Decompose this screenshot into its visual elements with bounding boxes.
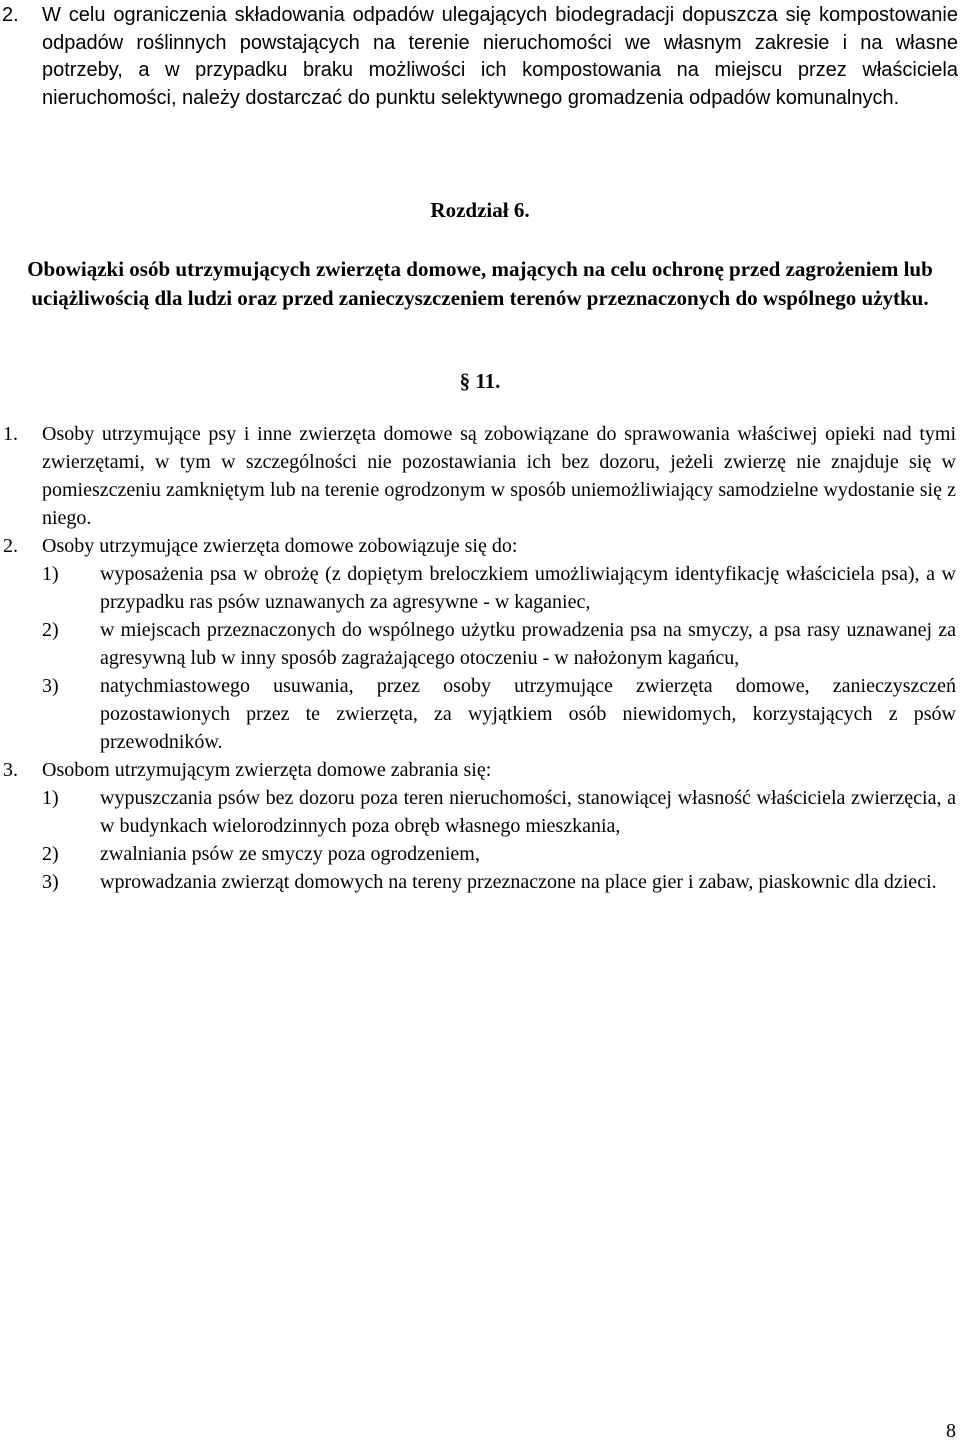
subpoint-item	[0, 672, 956, 756]
point-item	[0, 756, 956, 784]
subpoint-number: 3)	[42, 871, 59, 893]
point-item	[0, 532, 956, 560]
point-number: 2.	[3, 535, 18, 557]
point-number: 1.	[3, 423, 18, 445]
intro-text: W celu ograniczenia składowania odpadów ulegających biodegradacji dopuszcza się kompostowanie odpadów roślinnych powstających na terenie nieruchomości we własnym zakresie i na własne potrzeby, a w przypadku braku możliwości ich kompostowania na miejscu przez właściciela nieruchomości, należy dostarczać do punktu selektywnego gromadzenia odpadów komunalnych.	[42, 4, 958, 109]
subpoint-number: 2)	[42, 843, 59, 865]
subpoint-text: wypuszczania psów bez dozoru poza teren nieruchomości, stanowiącej własność właściciela zwierzęcia, a w budynkach wielorodzinnych poza obręb własnego mieszkania,	[100, 787, 956, 837]
point-text: Osoby utrzymujące zwierzęta domowe zobowiązuje się do:	[42, 535, 518, 557]
subpoint-number: 1)	[42, 563, 59, 585]
section-label: § 11.	[459, 369, 501, 393]
section-body	[0, 420, 956, 896]
subpoint-text: w miejscach przeznaczonych do wspólnego użytku prowadzenia psa na smyczy, a psa rasy uznawanej za agresywną lub w inny sposób zagrażającego otoczeniu - w nałożonym kagańcu,	[100, 619, 956, 669]
subpoint-number: 3)	[42, 675, 59, 697]
subpoint-number: 2)	[42, 619, 59, 641]
subpoint-text: wyposażenia psa w obrożę (z dopiętym breloczkiem umożliwiającym identyfikację właściciela psa), a w przypadku ras psów uznawanych za agresywne - w kaganiec,	[100, 563, 956, 613]
page-number: 8	[946, 1420, 956, 1442]
point-item	[0, 420, 956, 532]
point-text: Osobom utrzymującym zwierzęta domowe zabrania się:	[42, 759, 492, 781]
point-number: 3.	[3, 759, 18, 781]
subpoint-number: 1)	[42, 787, 59, 809]
subpoint-item	[0, 560, 956, 616]
subpoint-text: zwalniania psów ze smyczy poza ogrodzeniem,	[100, 843, 480, 865]
subpoint-item	[0, 840, 956, 868]
chapter-heading: Rozdział 6.	[430, 198, 530, 222]
intro-number: 2.	[2, 4, 19, 26]
subpoint-item	[0, 616, 956, 672]
point-text: Osoby utrzymujące psy i inne zwierzęta domowe są zobowiązane do sprawowania właściwej opieki nad tymi zwierzętami, w tym w szczególności nie pozostawiania ich bez dozoru, jeżeli zwierzę nie znajduje się w pomieszczeniu zamkniętym lub na terenie ogrodzonym w sposób uniemożliwiający samodzielne wydostanie się z niego.	[42, 423, 956, 529]
subpoint-text: wprowadzania zwierząt domowych na tereny przeznaczone na place gier i zabaw, piaskownic dla dzieci.	[100, 871, 937, 893]
subpoint-item	[0, 784, 956, 840]
chapter-title: Obowiązki osób utrzymujących zwierzęta domowe, mających na celu ochronę przed zagrożeniem lub uciążliwością dla ludzi oraz przed zanieczyszczeniem terenów przeznaczonych do wspólnego użytku.	[27, 257, 933, 310]
subpoint-item	[0, 868, 956, 896]
intro-paragraph	[0, 2, 958, 112]
subpoint-text: natychmiastowego usuwania, przez osoby utrzymujące zwierzęta domowe, zanieczyszczeń pozostawionych przez te zwierzęta, za wyjątkiem osób niewidomych, korzystających z psów przewodników.	[100, 675, 956, 753]
